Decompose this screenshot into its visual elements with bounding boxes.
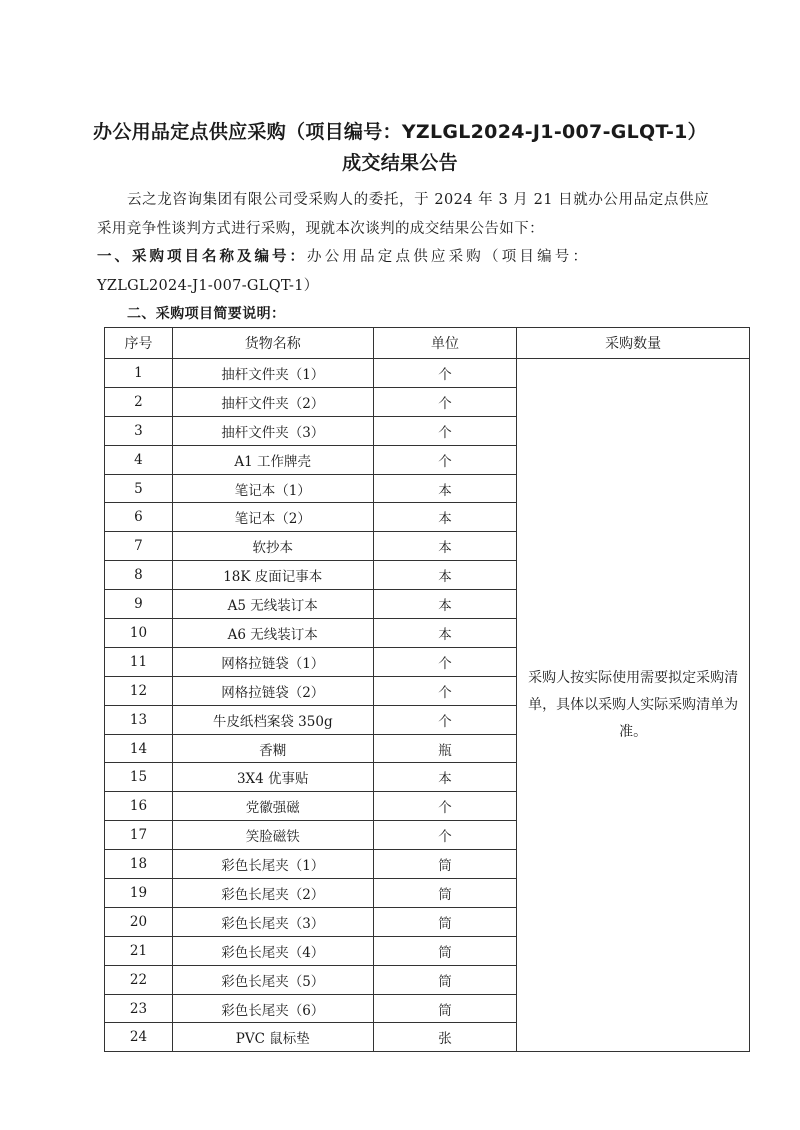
item-name: 彩色长尾夹（6） (172, 994, 373, 1023)
item-unit: 筒 (373, 994, 517, 1023)
item-name: 彩色长尾夹（2） (172, 879, 373, 908)
item-unit: 个 (373, 792, 517, 821)
item-unit: 个 (373, 387, 517, 416)
row-number: 21 (105, 936, 173, 965)
item-name: 彩色长尾夹（4） (172, 936, 373, 965)
row-number: 5 (105, 474, 173, 503)
item-unit: 个 (373, 676, 517, 705)
table-body (105, 359, 750, 1052)
procurement-items-table (104, 327, 750, 1052)
item-name: 软抄本 (172, 532, 373, 561)
row-number: 1 (105, 359, 173, 388)
row-number: 14 (105, 734, 173, 763)
item-unit: 个 (373, 705, 517, 734)
item-unit: 本 (373, 590, 517, 619)
item-name: 网格拉链袋（2） (172, 676, 373, 705)
item-unit: 个 (373, 647, 517, 676)
row-number: 18 (105, 850, 173, 879)
item-name: 笔记本（2） (172, 503, 373, 532)
item-name: 抽杆文件夹（1） (172, 359, 373, 388)
item-name: A5 无线装订本 (172, 590, 373, 619)
row-number: 7 (105, 532, 173, 561)
item-unit: 本 (373, 561, 517, 590)
header-unit: 单位 (373, 328, 517, 359)
row-number: 11 (105, 647, 173, 676)
row-number: 19 (105, 879, 173, 908)
row-number: 6 (105, 503, 173, 532)
row-number: 22 (105, 965, 173, 994)
header-quantity: 采购数量 (517, 328, 750, 359)
row-number: 15 (105, 763, 173, 792)
item-unit: 个 (373, 416, 517, 445)
document-subtitle: 成交结果公告 (342, 152, 458, 174)
item-name: 彩色长尾夹（3） (172, 907, 373, 936)
item-unit: 筒 (373, 850, 517, 879)
row-number: 4 (105, 445, 173, 474)
table-row (105, 359, 750, 388)
item-unit: 筒 (373, 965, 517, 994)
item-name: 彩色长尾夹（1） (172, 850, 373, 879)
item-name: 彩色长尾夹（5） (172, 965, 373, 994)
item-unit: 本 (373, 474, 517, 503)
item-unit: 个 (373, 359, 517, 388)
row-number: 17 (105, 821, 173, 850)
item-name: PVC 鼠标垫 (172, 1023, 373, 1052)
item-unit: 瓶 (373, 734, 517, 763)
table-header-row (105, 328, 750, 359)
item-name: 香糊 (172, 734, 373, 763)
row-number: 10 (105, 619, 173, 648)
item-name: 3X4 优事贴 (172, 763, 373, 792)
section-2-heading: 二、采购项目简要说明： (127, 306, 286, 322)
item-name: 笔记本（1） (172, 474, 373, 503)
item-name: 18K 皮面记事本 (172, 561, 373, 590)
row-number: 24 (105, 1023, 173, 1052)
item-name: A1 工作牌壳 (172, 445, 373, 474)
document-title: 办公用品定点供应采购（项目编号：YZLGL2024-J1-007-GLQT-1） (93, 121, 707, 143)
section-1-heading: 一、采购项目名称及编号： (97, 249, 307, 265)
item-unit: 本 (373, 532, 517, 561)
item-name: 牛皮纸档案袋 350g (172, 705, 373, 734)
project-code: YZLGL2024-J1-007-GLQT-1） (97, 278, 319, 294)
row-number: 3 (105, 416, 173, 445)
item-unit: 筒 (373, 907, 517, 936)
item-unit: 本 (373, 503, 517, 532)
header-no: 序号 (105, 328, 173, 359)
row-number: 16 (105, 792, 173, 821)
item-name: 笑脸磁铁 (172, 821, 373, 850)
section-1-body: 办公用品定点供应采购（项目编号： (307, 249, 591, 265)
item-name: 抽杆文件夹（2） (172, 387, 373, 416)
item-name: 网格拉链袋（1） (172, 647, 373, 676)
row-number: 2 (105, 387, 173, 416)
item-unit: 张 (373, 1023, 517, 1052)
row-number: 23 (105, 994, 173, 1023)
row-number: 9 (105, 590, 173, 619)
header-name: 货物名称 (172, 328, 373, 359)
item-unit: 个 (373, 445, 517, 474)
item-name: A6 无线装订本 (172, 619, 373, 648)
item-name: 党徽强磁 (172, 792, 373, 821)
intro-paragraph: 云之龙咨询集团有限公司受采购人的委托，于 2024 年 3 月 21 日就办公用品定点供应采用竞争性谈判方式进行采购，现就本次谈判的成交结果公告如下： (97, 192, 709, 237)
item-name: 抽杆文件夹（3） (172, 416, 373, 445)
item-unit: 筒 (373, 879, 517, 908)
section-1-paragraph (97, 243, 709, 301)
quantity-note: 采购人按实际使用需要拟定采购清单，具体以采购人实际采购清单为准。 (517, 359, 750, 1052)
row-number: 20 (105, 907, 173, 936)
row-number: 13 (105, 705, 173, 734)
item-unit: 本 (373, 763, 517, 792)
item-unit: 个 (373, 821, 517, 850)
row-number: 8 (105, 561, 173, 590)
row-number: 12 (105, 676, 173, 705)
item-unit: 本 (373, 619, 517, 648)
item-unit: 筒 (373, 936, 517, 965)
